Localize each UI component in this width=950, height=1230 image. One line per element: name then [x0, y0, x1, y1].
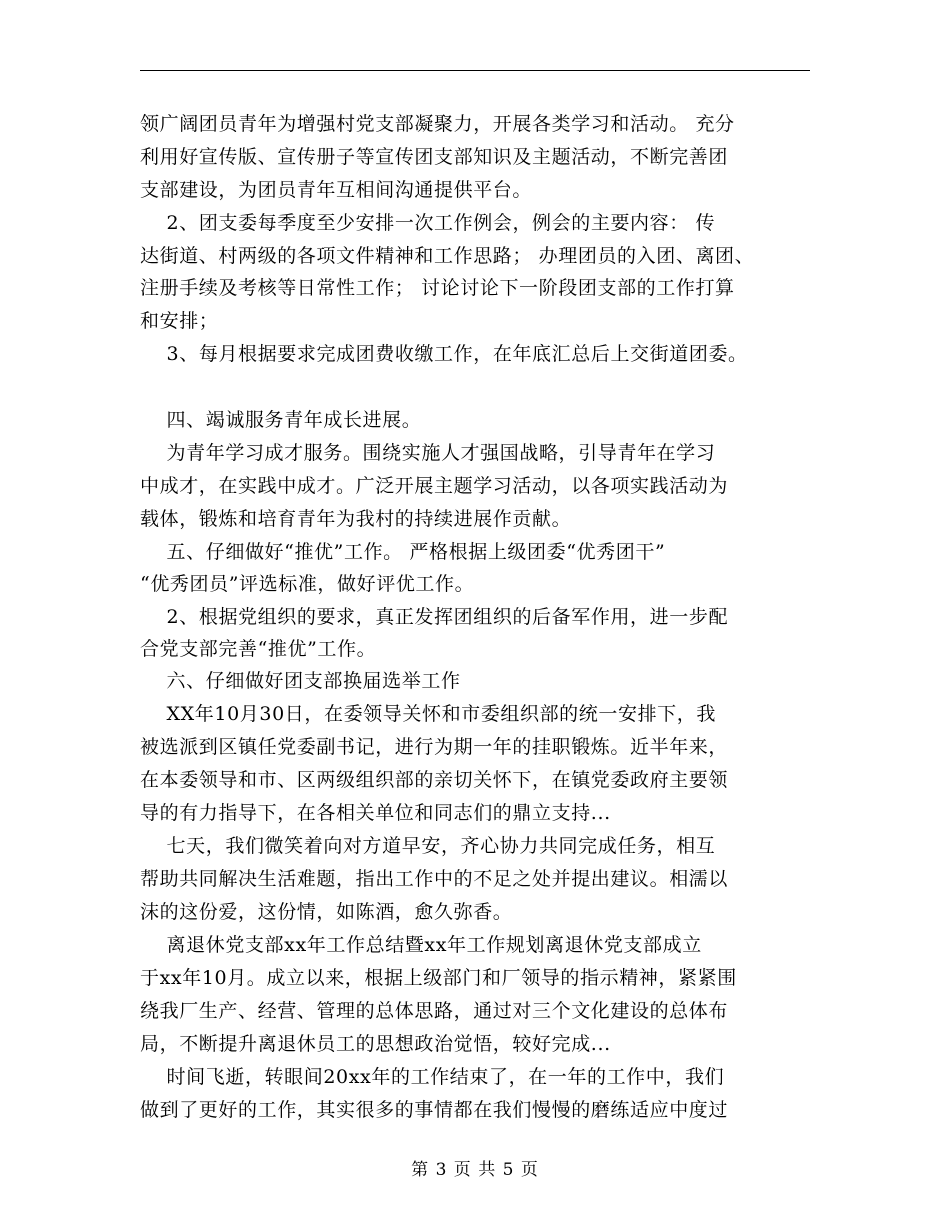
- text-line: 为青年学习成才服务。围绕实施人才强国战略，引导青年在学习: [140, 442, 716, 464]
- text-line: 在本委领导和市、区两级组织部的亲切关怀下，在镇党委政府主要领: [140, 769, 729, 791]
- text-line: 离退休党支部xx年工作总结暨xx年工作规划离退休党支部成立: [140, 934, 702, 956]
- text-line: 3、每月根据要求完成团费收缴工作，在年底汇总后上交街道团委。: [140, 343, 748, 365]
- text-line: 做到了更好的工作，其实很多的事情都在我们慢慢的磨练适应中度过: [140, 1099, 729, 1121]
- text-line: 七天，我们微笑着向对方道早安，齐心协力共同完成任务，相互: [140, 835, 716, 857]
- text-line: 绕我厂生产、经营、管理的总体思路，通过对三个文化建设的总体布: [140, 1000, 729, 1022]
- page-number: 第 3 页 共 5 页: [411, 1160, 539, 1180]
- text-line: 沫的这份爱，这份情，如陈酒，愈久弥香。: [140, 901, 513, 923]
- text-line: 和安排；: [140, 310, 219, 332]
- text-line: 载体，锻炼和培育青年为我村的持续进展作贡献。: [140, 508, 572, 530]
- text-line: 五、仔细做好“推优”工作。 严格根据上级团委“优秀团干”: [140, 541, 666, 563]
- text-line: 支部建设，为团员青年互相间沟通提供平台。: [140, 179, 533, 201]
- text-line: 四、竭诚服务青年成长进展。: [140, 409, 422, 431]
- text-line: “优秀团员”评选标准，做好评优工作。: [140, 573, 475, 595]
- text-line: 帮助共同解决生活难题，指出工作中的不足之处并提出建议。相濡以: [140, 868, 729, 890]
- text-line: 合党支部完善“推优”工作。: [140, 638, 377, 660]
- header-rule: [140, 70, 810, 71]
- text-line: 局，不断提升离退休员工的思想政治觉悟，较好完成...: [140, 1033, 611, 1055]
- text-line: 达街道、村两级的各项文件精神和工作思路； 办理团员的入团、离团、: [140, 245, 755, 267]
- text-line: 2、根据党组织的要求，真正发挥团组织的后备军作用，进一步配: [140, 606, 729, 628]
- text-line: 于xx年10月。成立以来，根据上级部门和厂领导的指示精神，紧紧围: [140, 967, 737, 989]
- text-line: 领广阔团员青年为增强村党支部凝聚力，开展各类学习和活动。 充分: [140, 113, 735, 135]
- text-line: 2、团支委每季度至少安排一次工作例会，例会的主要内容： 传: [140, 212, 716, 234]
- text-line: 被选派到区镇任党委副书记，进行为期一年的挂职锻炼。近半年来，: [140, 736, 729, 758]
- text-line: 注册手续及考核等日常性工作； 讨论讨论下一阶段团支部的工作打算: [140, 277, 735, 299]
- text-line: 利用好宣传版、宣传册子等宣传团支部知识及主题活动，不断完善团: [140, 146, 729, 168]
- text-line: 时间飞逝，转眼间20xx年的工作结束了，在一年的工作中，我们: [140, 1066, 725, 1088]
- text-line: 导的有力指导下，在各相关单位和同志们的鼎立支持...: [140, 802, 611, 824]
- text-line: 六、仔细做好团支部换届选举工作: [140, 670, 461, 692]
- text-line: 中成才，在实践中成才。广泛开展主题学习活动，以各项实践活动为: [140, 475, 729, 497]
- text-line: XX年10月30日，在委领导关怀和市委组织部的统一安排下，我: [140, 703, 716, 725]
